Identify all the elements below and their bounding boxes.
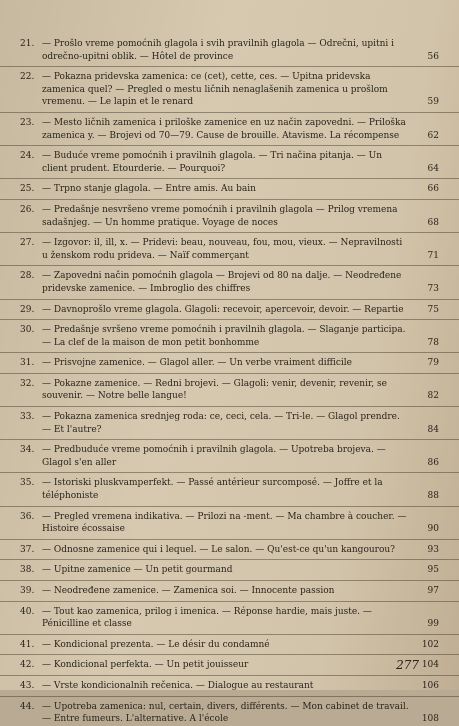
toc-entry: [0, 696, 459, 726]
entry-page: 62: [427, 130, 439, 141]
toc-entry: [0, 406, 459, 436]
entry-text: — Predašnje svršeno vreme pomoćnih i pravilnih glagola. — Slaganje participa. — La clef de la maison de mon petit bonhomme: [42, 325, 406, 348]
entry-page: 78: [427, 337, 439, 348]
entry-number: 44.: [20, 701, 35, 712]
toc-entry: [0, 373, 459, 403]
entry-number: 42.: [20, 660, 35, 671]
entry-page: 95: [427, 565, 439, 576]
toc-entry: [0, 601, 459, 631]
toc-entry: [0, 199, 459, 229]
entry-text: — Pokazna pridevska zamenica: ce (cet), cette, ces. — Upitna pridevska zamenica quel? — Pregled o mestu ličnih nenaglašenih zamenica u prošlom vremenu. — Le lapin et le renard: [42, 72, 388, 108]
entry-number: 31.: [20, 358, 35, 369]
entry-number: 30.: [20, 325, 35, 336]
entry-text: — Odnosne zamenice qui i lequel. — Le salon. — Qu'est-ce qu'un kangourou?: [42, 544, 395, 555]
entry-text: — Prošlo vreme pomoćnih glagola i svih pravilnih glagola — Odrečni, upitni i odrečno-upitni oblik. — Hôtel de province: [42, 39, 395, 62]
entry-number: 37.: [20, 544, 35, 555]
entry-number: 35.: [20, 478, 35, 489]
entry-number: 34.: [20, 445, 35, 456]
entry-page: 86: [427, 457, 439, 468]
entry-number: 36.: [20, 511, 35, 522]
entry-page: 102: [421, 639, 439, 650]
entry-page: 84: [427, 424, 439, 435]
toc-entry: [0, 265, 459, 295]
entry-text: — Upitne zamenice — Un petit gourmand: [42, 565, 233, 576]
entry-number: 23.: [20, 117, 35, 128]
toc-entry: [0, 66, 459, 109]
entry-text: — Pokazne zamenice. — Redni brojevi. — Glagoli: venir, devenir, revenir, se souvenir. — Notre belle langue!: [42, 378, 387, 402]
entry-page: 64: [427, 163, 439, 174]
entry-text: — Pregled vremena indikativa. — Prilozi na -ment. — Ma chambre à coucher. — Histoire écossaise: [42, 511, 407, 535]
toc-entry: [0, 634, 459, 652]
entry-page: 104: [421, 660, 439, 671]
entry-text: — Predbuduće vreme pomoćnih i pravilnih glagola. — Upotreba brojeva. — Glagol s'en aller: [42, 445, 386, 468]
entry-page: 97: [427, 586, 439, 596]
entry-text: — Prisvojne zamenice. — Glagol aller. — Un verbe vraiment difficile: [42, 358, 352, 369]
entry-number: 24.: [20, 151, 35, 162]
entry-text: — Zapovedni način pomoćnih glagola — Brojevi od 80 na dalje. — Neodređene pridevske zamenice. — Imbroglio des chiffres: [42, 271, 402, 294]
entry-page: 71: [427, 250, 439, 261]
toc-entry: [0, 319, 459, 349]
entry-page: 59: [427, 97, 439, 108]
page-number: 277: [396, 658, 419, 672]
toc-entry: [0, 299, 459, 317]
entry-page: 99: [427, 619, 439, 630]
entry-number: 41.: [20, 639, 35, 650]
entry-number: 22.: [20, 72, 35, 83]
entry-text: — Buduće vreme pomoćnih i pravilnih glagola. — Tri načina pitanja. — Un client prudent. Etourderie. — Pourquoi?: [42, 151, 383, 174]
entry-page: 88: [427, 491, 439, 502]
entry-text: — Predašnje nesvršeno vreme pomoćnih i pravilnih glagola — Prilog vremena sadašnjeg. — Un homme pratique. Voyage de noces: [42, 204, 398, 228]
entry-page: 66: [427, 184, 439, 195]
entry-number: 38.: [20, 565, 35, 576]
entry-page: 82: [427, 391, 439, 402]
entry-number: 25.: [20, 184, 35, 195]
toc-entry: [0, 539, 459, 557]
toc-entry: [0, 38, 459, 63]
toc-entry: [0, 472, 459, 502]
toc-entry: [0, 654, 459, 672]
entry-text: — Istoriski pluskvamperfekt. — Passé antérieur surcomposé. — Joffre et la téléphoniste: [42, 478, 383, 502]
entry-text: — Kondicional prezenta. — Le désir du condamné: [42, 639, 270, 650]
toc-entry: [0, 112, 459, 142]
entry-page: 108: [421, 714, 439, 725]
toc-entry: [0, 580, 459, 598]
entry-number: 29.: [20, 304, 35, 315]
entry-page: 93: [427, 544, 439, 555]
entry-text: — Pokazna zamenica srednjeg roda: ce, ceci, cela. — Tri-le. — Glagol prendre. — Et l'autre?: [42, 412, 400, 435]
entry-text: — Trpno stanje glagola. — Entre amis. Au bain: [42, 184, 256, 195]
toc-entry: [0, 506, 459, 536]
entry-number: 43.: [20, 680, 35, 691]
entry-number: 27.: [20, 238, 35, 249]
entry-text: — Mesto ličnih zamenica i priloške zamenice en uz način zapovedni. — Priloška zamenica y. — Brojevi od 70—79. Cause de brouille. Atavisme. La récompense: [42, 117, 406, 141]
entry-page: 68: [427, 217, 439, 228]
toc-entry: [0, 439, 459, 469]
entry-text: — Kondicional perfekta. — Un petit jouisseur: [42, 660, 249, 671]
entry-page: 75: [427, 304, 439, 315]
entry-page: 79: [427, 358, 439, 369]
entry-page: 73: [427, 283, 439, 294]
entry-text: — Tout kao zamenica, prilog i imenica. — Réponse hardie, mais juste. — Pénicilline et classe: [42, 606, 372, 630]
entry-number: 39.: [20, 586, 35, 596]
toc-entry: [0, 559, 459, 577]
entry-page: 90: [427, 524, 439, 535]
toc-entry: [0, 232, 459, 262]
entry-text: — Vrste kondicionalnih rečenica. — Dialogue au restaurant: [42, 680, 314, 691]
toc-entry: [0, 352, 459, 370]
entry-page: 56: [427, 51, 439, 62]
entry-number: 26.: [20, 204, 35, 215]
toc-entry: [0, 145, 459, 175]
entry-text: — Upotreba zamenica: nul, certain, divers, différents. — Mon cabinet de travail. — Entre fumeurs. L'alternative. A l'école: [42, 701, 409, 725]
entry-number: 28.: [20, 271, 35, 282]
entry-page: 106: [421, 680, 439, 691]
entry-text: — Neodređene zamenice. — Zamenica soi. — Innocente passion: [42, 586, 335, 596]
table-of-contents: [0, 38, 459, 726]
entry-number: 33.: [20, 412, 35, 423]
entry-number: 40.: [20, 606, 35, 617]
entry-text: — Izgovor: il, ill, x. — Pridevi: beau, nouveau, fou, mou, vieux. — Nepravilnosti u ženskom rodu prideva. — Naïf commerçant: [42, 238, 403, 261]
entry-number: 32.: [20, 378, 35, 389]
toc-entry: [0, 178, 459, 196]
entry-text: — Davnoprošlo vreme glagola. Glagoli: recevoir, apercevoir, devoir. — Repartie: [42, 304, 404, 315]
entry-number: 21.: [20, 39, 35, 49]
